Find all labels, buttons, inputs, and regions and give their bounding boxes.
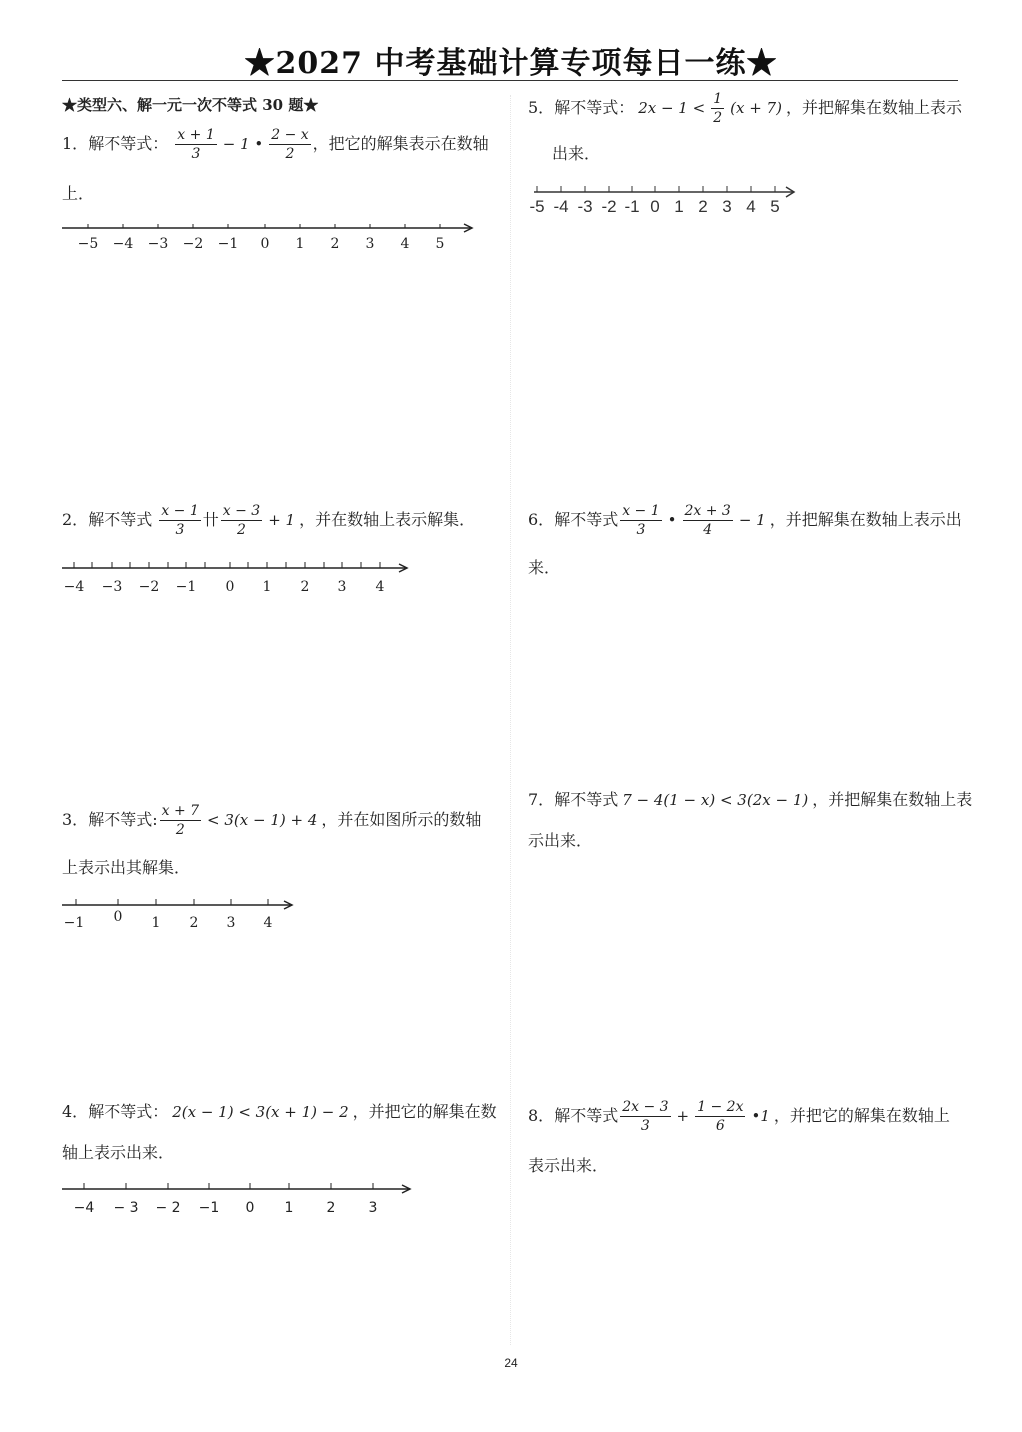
tick-label: − 3 xyxy=(113,1200,139,1216)
problem-5-line2: 出来． xyxy=(552,144,601,163)
tick-label: 4 xyxy=(400,236,410,252)
tick-label: 3 xyxy=(337,579,347,595)
tick-label: 5 xyxy=(770,197,780,216)
problem-5 xyxy=(528,92,962,125)
tick-label: − 2 xyxy=(155,1200,181,1216)
problem-lead: 解不等式 xyxy=(88,510,153,529)
tick-label: −3 xyxy=(147,236,169,252)
number-line-1-svg xyxy=(62,216,482,260)
problem-7-line2: 示出来． xyxy=(528,831,593,850)
numerator: 1 − 2x xyxy=(697,1099,744,1115)
title-underline xyxy=(62,80,958,81)
problem-lead: 解不等式： xyxy=(554,98,635,117)
numerator: x − 1 xyxy=(161,503,199,519)
problem-2 xyxy=(62,504,475,537)
problem-number: 3． xyxy=(62,810,89,829)
number-line-2 xyxy=(62,560,422,604)
section-title: ★类型六、解一元一次不等式 30 题★ xyxy=(62,96,319,114)
problem-7 xyxy=(528,792,972,808)
tick-label: 0 xyxy=(260,236,270,252)
tick-marks xyxy=(84,1183,373,1189)
problem-8-line2: 表示出来． xyxy=(528,1156,609,1175)
numerator: 1 xyxy=(713,91,723,107)
tick-label: 3 xyxy=(722,197,732,216)
number-line-3-svg xyxy=(62,896,302,940)
tick-label: -2 xyxy=(601,197,617,216)
tick-label: 0 xyxy=(245,1200,255,1216)
numerator: x − 3 xyxy=(222,503,261,519)
page-number: 24 xyxy=(504,1356,518,1370)
numerator: x + 7 xyxy=(161,803,200,819)
operator: + xyxy=(676,1107,690,1125)
problem-lead: 解不等式 xyxy=(554,790,619,809)
fraction xyxy=(711,92,724,125)
tick-label: −1 xyxy=(217,236,239,252)
tick-marks xyxy=(537,186,775,192)
tick-label: −4 xyxy=(73,1200,95,1216)
denominator: 3 xyxy=(175,522,185,538)
tick-label: 2 xyxy=(326,1200,336,1216)
tick-label: −1 xyxy=(63,915,85,931)
tick-label: −2 xyxy=(182,236,204,252)
fraction xyxy=(159,504,200,537)
fraction xyxy=(695,1100,745,1133)
tick-label: 0 xyxy=(225,579,235,595)
denominator: 6 xyxy=(715,1118,725,1134)
tick-label: −1 xyxy=(175,579,197,595)
problem-6 xyxy=(528,504,962,537)
numerator: x + 1 xyxy=(177,127,215,143)
tick-label: −1 xyxy=(198,1200,220,1216)
tick-label: 2 xyxy=(189,915,199,931)
problem-1 xyxy=(62,128,489,161)
problem-4 xyxy=(62,1104,497,1120)
problem-lead: 解不等式： xyxy=(88,1102,169,1121)
denominator: 2 xyxy=(713,110,723,126)
numerator: x − 1 xyxy=(622,503,660,519)
tick-label: -5 xyxy=(529,197,545,216)
problem-4-line2: 轴上表示出来． xyxy=(62,1143,175,1162)
denominator: 3 xyxy=(191,146,201,162)
problem-3 xyxy=(62,804,481,837)
tick-label: 1 xyxy=(674,197,684,216)
tick-label: 4 xyxy=(263,915,273,931)
number-line-4-svg xyxy=(62,1180,422,1224)
problem-number: 8． xyxy=(528,1106,555,1125)
denominator: 2 xyxy=(237,522,246,538)
denominator: 4 xyxy=(703,522,713,538)
number-line-2-svg xyxy=(62,560,422,604)
numerator: 2x + 3 xyxy=(684,503,731,519)
tick-label: −5 xyxy=(77,236,99,252)
tick-label: -1 xyxy=(624,197,640,216)
problem-3-line2: 上表示出其解集． xyxy=(62,858,191,877)
problem-lead: 解不等式 xyxy=(554,1106,619,1125)
operator: •1 xyxy=(751,1107,770,1125)
tick-label: 1 xyxy=(295,236,305,252)
tick-label: −2 xyxy=(138,579,160,595)
problem-1-line2: 上． xyxy=(62,184,95,203)
problem-lead: 解不等式: xyxy=(88,810,158,829)
problem-number: 4． xyxy=(62,1102,89,1121)
operator: (x + 7) xyxy=(730,99,782,117)
numerator: 2 − x xyxy=(271,127,309,143)
tick-label: -3 xyxy=(577,197,593,216)
operator: < 3(x − 1) + 4 xyxy=(207,811,318,829)
tick-label: 5 xyxy=(435,236,445,252)
number-line-1 xyxy=(62,216,482,260)
denominator: 2 xyxy=(175,822,185,838)
problem-number: 7． xyxy=(528,790,555,809)
inequality-expression: 2x − 1 < xyxy=(638,99,706,117)
number-line-5-svg xyxy=(528,182,808,222)
operator: • xyxy=(667,511,677,529)
operator: 卄 xyxy=(202,510,219,529)
inequality-expression: 2(x − 1) < 3(x + 1) − 2 xyxy=(172,1103,349,1121)
tick-label: 4 xyxy=(746,197,756,216)
fraction xyxy=(620,504,661,537)
tick-label: 0 xyxy=(113,909,123,925)
tick-label: −4 xyxy=(63,579,85,595)
fraction xyxy=(160,804,201,837)
problem-number: 5． xyxy=(528,98,555,117)
operator: + 1 xyxy=(268,511,296,529)
problem-tail: ，并把它的解集在数轴上 xyxy=(773,1106,950,1125)
tick-label: −4 xyxy=(112,236,134,252)
problem-number: 2． xyxy=(62,510,89,529)
tick-label: 3 xyxy=(365,236,375,252)
tick-label: 2 xyxy=(698,197,708,216)
problem-number: 6． xyxy=(528,510,555,529)
tick-label: 2 xyxy=(330,236,340,252)
fraction xyxy=(175,128,216,161)
column-divider xyxy=(510,95,511,1345)
problem-lead: 解不等式： xyxy=(88,134,169,153)
tick-label: 2 xyxy=(300,579,310,595)
tick-label: 3 xyxy=(226,915,236,931)
tick-label: 3 xyxy=(368,1200,378,1216)
denominator: 2 xyxy=(285,146,295,162)
problem-tail: ，并在数轴上表示解集． xyxy=(299,510,476,529)
tick-label: 1 xyxy=(151,915,161,931)
tick-marks xyxy=(76,899,268,905)
tick-label: 4 xyxy=(375,579,385,595)
problem-tail: ，并在如图所示的数轴 xyxy=(321,810,482,829)
denominator: 3 xyxy=(640,1118,650,1134)
fraction xyxy=(221,504,262,537)
number-line-4 xyxy=(62,1180,422,1224)
denominator: 3 xyxy=(636,522,646,538)
problem-8 xyxy=(528,1100,950,1133)
numerator: 2x − 3 xyxy=(622,1099,669,1115)
number-line-5 xyxy=(528,182,808,222)
tick-label: 1 xyxy=(284,1200,294,1216)
tick-label: -4 xyxy=(553,197,569,216)
fraction xyxy=(620,1100,670,1133)
problem-lead: 解不等式 xyxy=(554,510,619,529)
inequality-expression: 7 − 4(1 − x) < 3(2x − 1) xyxy=(622,791,809,809)
tick-label: 1 xyxy=(262,579,272,595)
problem-tail: ，并把解集在数轴上表 xyxy=(812,790,973,809)
problem-6-line2: 来． xyxy=(528,558,561,577)
tick-marks xyxy=(74,562,380,568)
problem-tail: ，并把解集在数轴上表示出 xyxy=(769,510,962,529)
tick-label: 0 xyxy=(650,197,660,216)
page-title: ★2027 中考基础计算专项每日一练★ xyxy=(244,46,778,81)
problem-tail: ，并把它的解集在数 xyxy=(352,1102,497,1121)
number-line-3 xyxy=(62,896,302,940)
operator: − 1 xyxy=(738,511,766,529)
tick-label: −3 xyxy=(101,579,123,595)
problem-number: 1． xyxy=(62,134,89,153)
fraction xyxy=(269,128,310,161)
fraction xyxy=(683,504,733,537)
problem-tail: ，并把解集在数轴上表示 xyxy=(785,98,962,117)
problem-tail: ，把它的解集表示在数轴 xyxy=(312,134,489,153)
operator: − 1 • xyxy=(222,135,264,153)
